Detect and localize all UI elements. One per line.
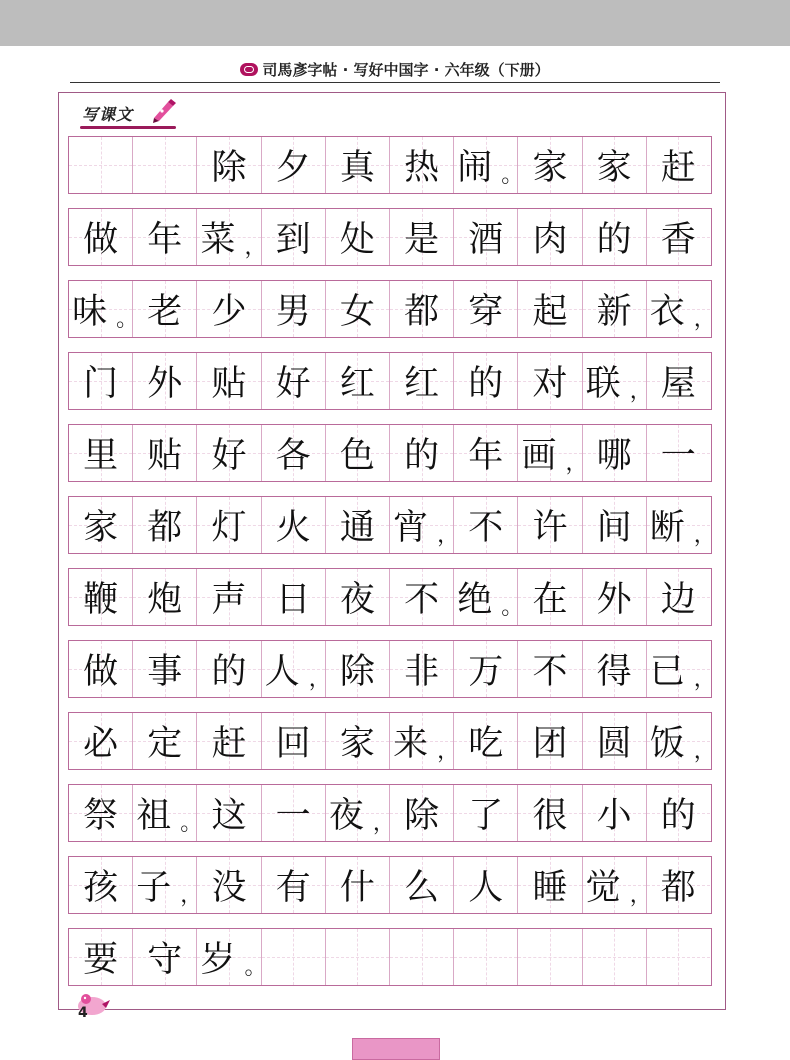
grid-cell (326, 209, 390, 265)
grid-cell (326, 425, 390, 481)
grid-cell (133, 137, 197, 193)
grid-cell (647, 353, 710, 409)
grid-cell (583, 857, 652, 913)
character: 红 (404, 364, 440, 404)
grid-row (68, 784, 712, 842)
grid-cell (647, 569, 710, 625)
grid-cell (583, 497, 647, 553)
character: 鞭 (83, 580, 119, 620)
character: 祖 (136, 796, 172, 836)
character: 除 (211, 148, 247, 188)
character: 有 (275, 868, 311, 908)
grid-cell (390, 713, 460, 769)
punctuation-mark: ， (629, 882, 652, 908)
grid-cell (583, 353, 652, 409)
character: 肉 (532, 220, 568, 260)
punctuation-mark: ， (372, 810, 395, 836)
grid-row (68, 640, 716, 698)
grid-row (68, 280, 716, 338)
grid-cell (647, 137, 710, 193)
grid-cell (390, 929, 454, 985)
grid-cell (647, 929, 710, 985)
punctuation-mark: 。 (244, 954, 267, 980)
grid-cell (326, 497, 390, 553)
grid-cell (197, 137, 261, 193)
character: 饭 (649, 724, 685, 764)
grid-cell (583, 785, 647, 841)
character: 吃 (468, 724, 504, 764)
character: 新 (596, 292, 632, 332)
grid-cell (518, 785, 582, 841)
character: 团 (532, 724, 568, 764)
grid-cell (69, 497, 133, 553)
grid-cell (133, 857, 203, 913)
grid-cell (69, 785, 133, 841)
character: 觉 (585, 868, 621, 908)
character: 的 (404, 436, 440, 476)
pink-pencil-icon (150, 96, 178, 124)
punctuation-mark: 。 (501, 162, 524, 188)
grid-cell (454, 713, 518, 769)
punctuation-mark: ， (437, 522, 460, 548)
grid-row (68, 424, 712, 482)
character: 真 (339, 148, 375, 188)
character: 酒 (468, 220, 504, 260)
character: 夜 (339, 580, 375, 620)
grid-cell (518, 209, 582, 265)
character: 哪 (596, 436, 632, 476)
grid-cell (69, 425, 133, 481)
grid-cell (390, 137, 454, 193)
grid-cell (647, 785, 710, 841)
punctuation-mark: ， (629, 378, 652, 404)
character: 年 (468, 436, 504, 476)
grid-cell (518, 281, 582, 337)
header-rule (70, 82, 720, 83)
grid-cell (262, 137, 326, 193)
grid-cell (583, 569, 647, 625)
character: 灯 (211, 508, 247, 548)
character: 好 (211, 436, 247, 476)
character: 菜 (200, 220, 236, 260)
grid-cell (454, 137, 524, 193)
grid-cell (647, 209, 710, 265)
grid-cell (69, 353, 133, 409)
grid-cell (197, 353, 261, 409)
grid-cell (454, 857, 518, 913)
grid-row (68, 928, 712, 986)
grid-row (68, 856, 712, 914)
character: 已 (649, 652, 685, 692)
character: 来 (393, 724, 429, 764)
punctuation-mark: 。 (116, 306, 139, 332)
grid-cell (262, 929, 326, 985)
grid-cell (326, 137, 390, 193)
grid-cell (133, 785, 203, 841)
punctuation-mark: 。 (501, 594, 524, 620)
character: 非 (404, 652, 440, 692)
punctuation-mark: ， (308, 666, 331, 692)
character: 炮 (147, 580, 183, 620)
character: 色 (339, 436, 375, 476)
section-underline (80, 126, 176, 129)
grid-cell (326, 785, 395, 841)
character: 事 (147, 652, 183, 692)
grid-cell (197, 713, 261, 769)
character: 孩 (83, 868, 119, 908)
grid-cell (390, 281, 454, 337)
grid-cell (454, 929, 518, 985)
grid-cell (262, 569, 326, 625)
grid-cell (647, 425, 710, 481)
grid-row (68, 712, 716, 770)
character: 家 (339, 724, 375, 764)
character: 赶 (211, 724, 247, 764)
character: 起 (532, 292, 568, 332)
grid-cell (197, 857, 261, 913)
character: 什 (339, 868, 375, 908)
character: 间 (596, 508, 632, 548)
character: 热 (404, 148, 440, 188)
grid-cell (133, 281, 197, 337)
grid-cell (518, 425, 588, 481)
grid-cell (390, 785, 454, 841)
grid-cell (326, 281, 390, 337)
page-number: 4 (78, 1005, 88, 1021)
character: 门 (83, 364, 119, 404)
character: 对 (532, 364, 568, 404)
grid-cell (197, 785, 261, 841)
character: 不 (532, 652, 568, 692)
grid-cell (454, 641, 518, 697)
grid-cell (262, 497, 326, 553)
grid-cell (518, 929, 582, 985)
character: 夕 (275, 148, 311, 188)
character: 香 (660, 220, 696, 260)
grid-cell (454, 497, 518, 553)
character: 外 (596, 580, 632, 620)
punctuation-mark: ， (693, 306, 716, 332)
character: 的 (468, 364, 504, 404)
character: 回 (275, 724, 311, 764)
character: 做 (83, 652, 119, 692)
grid-cell (262, 353, 326, 409)
character: 的 (660, 796, 696, 836)
character: 声 (211, 580, 247, 620)
character: 少 (211, 292, 247, 332)
grid-cell (69, 641, 133, 697)
character: 一 (660, 436, 696, 476)
character: 了 (468, 796, 504, 836)
grid-cell (583, 209, 647, 265)
character: 这 (211, 796, 247, 836)
grid-cell (133, 209, 197, 265)
grid-cell (262, 425, 326, 481)
grid-cell (518, 137, 582, 193)
character: 闹 (457, 148, 493, 188)
character: 不 (404, 580, 440, 620)
character: 除 (404, 796, 440, 836)
character: 定 (147, 724, 183, 764)
character: 除 (339, 652, 375, 692)
character: 好 (275, 364, 311, 404)
punctuation-mark: ， (693, 522, 716, 548)
character: 绝 (457, 580, 493, 620)
character: 做 (83, 220, 119, 260)
character: 守 (147, 940, 183, 980)
grid-cell (390, 569, 454, 625)
grid-cell (133, 353, 197, 409)
character: 小 (596, 796, 632, 836)
grid-cell (326, 713, 390, 769)
character: 是 (404, 220, 440, 260)
grid-cell (454, 569, 524, 625)
character: 赶 (660, 148, 696, 188)
character: 画 (521, 436, 557, 476)
grid-cell (197, 641, 261, 697)
brand-logo-icon (240, 63, 258, 76)
grid-cell (647, 857, 710, 913)
character: 贴 (211, 364, 247, 404)
character: 么 (404, 868, 440, 908)
grid-cell (454, 209, 518, 265)
grid-cell (262, 641, 331, 697)
character: 必 (83, 724, 119, 764)
grid-cell (454, 785, 518, 841)
grid-cell (197, 209, 267, 265)
grid-cell (326, 641, 390, 697)
grid-cell (583, 281, 647, 337)
grid-cell (197, 569, 261, 625)
grid-cell (69, 857, 133, 913)
character: 各 (275, 436, 311, 476)
grid-cell (262, 281, 326, 337)
character: 老 (147, 292, 183, 332)
grid-row (68, 352, 712, 410)
grid-cell (390, 425, 454, 481)
character: 穿 (468, 292, 504, 332)
grid-cell (133, 425, 197, 481)
grid-cell (197, 425, 261, 481)
grid-cell (390, 857, 454, 913)
character: 都 (147, 508, 183, 548)
grid-cell (583, 137, 647, 193)
grid-cell (69, 713, 133, 769)
character: 没 (211, 868, 247, 908)
character: 很 (532, 796, 568, 836)
character: 许 (532, 508, 568, 548)
character: 圆 (596, 724, 632, 764)
character: 宵 (393, 508, 429, 548)
grid-row (68, 568, 712, 626)
character: 日 (275, 580, 311, 620)
grid-cell (583, 641, 647, 697)
grid-cell (262, 209, 326, 265)
punctuation-mark: 。 (180, 810, 203, 836)
character: 通 (339, 508, 375, 548)
character: 屋 (660, 364, 696, 404)
character: 一 (275, 796, 311, 836)
grid-cell (69, 209, 133, 265)
grid-cell (390, 641, 454, 697)
character: 红 (339, 364, 375, 404)
character: 外 (147, 364, 183, 404)
grid-cell (583, 929, 647, 985)
grid-cell (390, 209, 454, 265)
page-header (0, 58, 790, 80)
punctuation-mark: ， (180, 882, 203, 908)
grid-cell (197, 929, 267, 985)
grid-cell (133, 713, 197, 769)
character: 到 (275, 220, 311, 260)
grid-cell (518, 569, 582, 625)
character: 得 (596, 652, 632, 692)
grid-cell (390, 497, 460, 553)
character: 里 (83, 436, 119, 476)
grid-cell (69, 137, 133, 193)
grid-row (68, 208, 712, 266)
grid-cell (133, 641, 197, 697)
grid-cell (390, 353, 454, 409)
top-margin-bar (0, 0, 790, 46)
grid-cell (518, 353, 582, 409)
character: 都 (660, 868, 696, 908)
grid-cell (262, 785, 326, 841)
character: 人 (264, 652, 300, 692)
grid-cell (518, 641, 582, 697)
character: 家 (83, 508, 119, 548)
grid-cell (326, 569, 390, 625)
character: 联 (585, 364, 621, 404)
punctuation-mark: ， (244, 234, 267, 260)
page-edge-tab (352, 1038, 440, 1060)
grid-cell (326, 929, 390, 985)
grid-cell (69, 929, 133, 985)
character: 女 (339, 292, 375, 332)
character: 男 (275, 292, 311, 332)
grid-cell (647, 497, 716, 553)
grid-cell (454, 425, 518, 481)
character: 在 (532, 580, 568, 620)
grid-cell (69, 569, 133, 625)
grid-cell (583, 425, 647, 481)
grid-cell (262, 713, 326, 769)
character: 年 (147, 220, 183, 260)
character: 都 (404, 292, 440, 332)
punctuation-mark: ， (565, 450, 588, 476)
grid-cell (647, 713, 716, 769)
character: 贴 (147, 436, 183, 476)
character: 家 (596, 148, 632, 188)
character: 的 (211, 652, 247, 692)
grid-cell (326, 857, 390, 913)
grid-cell (647, 641, 716, 697)
character: 人 (468, 868, 504, 908)
grid-cell (326, 353, 390, 409)
character: 不 (468, 508, 504, 548)
character: 的 (596, 220, 632, 260)
punctuation-mark: ， (693, 666, 716, 692)
section-title: 写课文 (82, 105, 134, 124)
character: 子 (136, 868, 172, 908)
character: 岁 (200, 940, 236, 980)
punctuation-mark: ， (437, 738, 460, 764)
grid-cell (133, 929, 197, 985)
header-title: 司馬彥字帖 · 写好中国字 · 六年级（下册） (262, 60, 550, 79)
grid-cell (583, 713, 647, 769)
grid-row (68, 496, 716, 554)
character: 衣 (649, 292, 685, 332)
grid-row (68, 136, 712, 194)
character: 睡 (532, 868, 568, 908)
grid-cell (197, 497, 261, 553)
grid-cell (262, 857, 326, 913)
character: 要 (83, 940, 119, 980)
grid-cell (197, 281, 261, 337)
grid-cell (518, 713, 582, 769)
character: 断 (649, 508, 685, 548)
character: 家 (532, 148, 568, 188)
grid-cell (518, 497, 582, 553)
grid-cell (133, 497, 197, 553)
character: 万 (468, 652, 504, 692)
character: 处 (339, 220, 375, 260)
character: 祭 (83, 796, 119, 836)
grid-cell (518, 857, 582, 913)
character: 边 (660, 580, 696, 620)
character: 火 (275, 508, 311, 548)
grid-cell (454, 281, 518, 337)
character: 味 (72, 292, 108, 332)
grid-cell (133, 569, 197, 625)
punctuation-mark: ， (693, 738, 716, 764)
grid-cell (454, 353, 518, 409)
grid-cell (69, 281, 139, 337)
character: 夜 (328, 796, 364, 836)
grid-cell (647, 281, 716, 337)
